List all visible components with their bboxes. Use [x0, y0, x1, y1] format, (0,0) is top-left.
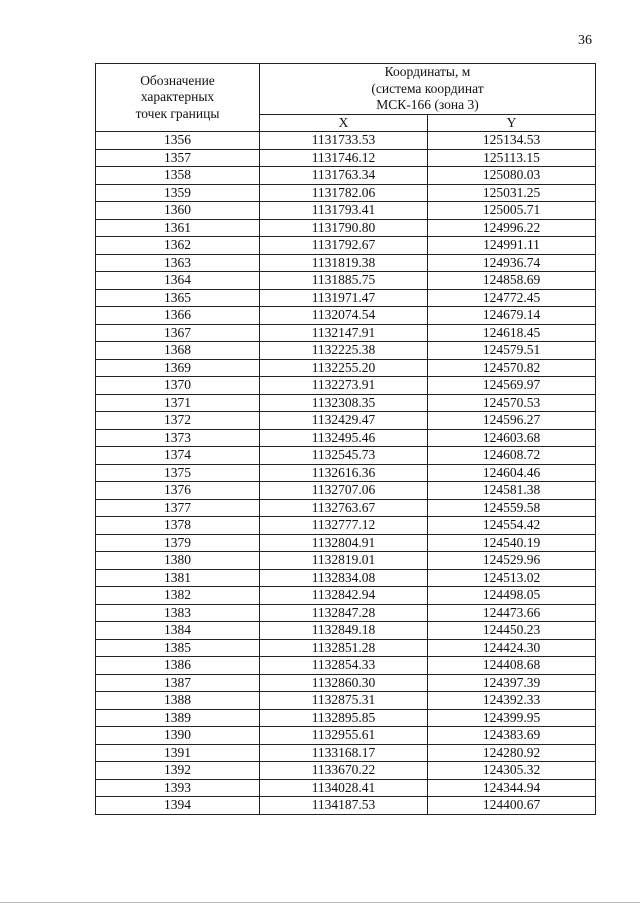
table-row	[96, 394, 596, 412]
x-coordinate-cell: 1132255.20	[260, 359, 428, 377]
y-coordinate-cell: 125031.25	[428, 184, 596, 202]
x-coordinate-cell: 1131733.53	[260, 132, 428, 150]
x-coordinate-cell: 1132834.08	[260, 569, 428, 587]
x-coordinate-cell: 1132860.30	[260, 674, 428, 692]
x-coordinate-cell: 1131885.75	[260, 272, 428, 290]
y-coordinate-cell: 124772.45	[428, 289, 596, 307]
point-id-cell: 1358	[96, 167, 260, 185]
point-id-cell: 1356	[96, 132, 260, 150]
y-coordinate-cell: 124540.19	[428, 534, 596, 552]
x-coordinate-cell: 1132847.28	[260, 604, 428, 622]
coords-header-line: (система координат	[371, 80, 484, 96]
table-row	[96, 744, 596, 762]
table-row	[96, 184, 596, 202]
table-row	[96, 797, 596, 815]
y-coordinate-cell: 124936.74	[428, 254, 596, 272]
x-coordinate-cell: 1131790.80	[260, 219, 428, 237]
y-coordinate-cell: 124569.97	[428, 377, 596, 395]
table-row	[96, 587, 596, 605]
coords-header-line: МСК-166 (зона 3)	[376, 97, 479, 112]
point-id-cell: 1360	[96, 202, 260, 220]
point-id-cell: 1389	[96, 709, 260, 727]
table-body	[96, 132, 596, 815]
table-row	[96, 167, 596, 185]
point-id-cell: 1365	[96, 289, 260, 307]
x-coordinate-cell: 1134187.53	[260, 797, 428, 815]
x-coordinate-cell: 1132851.28	[260, 639, 428, 657]
x-coordinate-cell: 1132875.31	[260, 692, 428, 710]
y-coordinate-cell: 124498.05	[428, 587, 596, 605]
point-id-cell: 1384	[96, 622, 260, 640]
point-id-cell: 1377	[96, 499, 260, 517]
table-row	[96, 482, 596, 500]
table-row	[96, 254, 596, 272]
table-row	[96, 132, 596, 150]
y-coordinate-cell: 124513.02	[428, 569, 596, 587]
y-coordinate-cell: 124450.23	[428, 622, 596, 640]
point-id-cell: 1369	[96, 359, 260, 377]
x-coordinate-cell: 1132308.35	[260, 394, 428, 412]
point-id-cell: 1367	[96, 324, 260, 342]
x-coordinate-cell: 1132804.91	[260, 534, 428, 552]
table-row	[96, 219, 596, 237]
table-row	[96, 272, 596, 290]
table-row	[96, 727, 596, 745]
y-coordinate-cell: 124618.45	[428, 324, 596, 342]
y-coordinate-cell: 124392.33	[428, 692, 596, 710]
table-row	[96, 499, 596, 517]
point-id-cell: 1379	[96, 534, 260, 552]
point-id-cell: 1361	[96, 219, 260, 237]
x-coordinate-cell: 1131971.47	[260, 289, 428, 307]
x-coordinate-cell: 1131792.67	[260, 237, 428, 255]
table-row	[96, 289, 596, 307]
table-row	[96, 149, 596, 167]
x-coordinate-cell: 1133670.22	[260, 762, 428, 780]
x-coordinate-cell: 1132819.01	[260, 552, 428, 570]
y-coordinate-cell: 124383.69	[428, 727, 596, 745]
point-id-cell: 1368	[96, 342, 260, 360]
table-row	[96, 307, 596, 325]
point-id-cell: 1366	[96, 307, 260, 325]
y-coordinate-cell: 124996.22	[428, 219, 596, 237]
x-coordinate-cell: 1134028.41	[260, 779, 428, 797]
y-coordinate-cell: 124408.68	[428, 657, 596, 675]
x-coordinate-cell: 1132545.73	[260, 447, 428, 465]
point-id-cell: 1370	[96, 377, 260, 395]
table-row	[96, 359, 596, 377]
coordinates-column-header	[260, 64, 596, 115]
coords-header-line: Координаты, м	[384, 64, 471, 79]
y-coordinate-cell: 124424.30	[428, 639, 596, 657]
point-id-cell: 1357	[96, 149, 260, 167]
x-coordinate-cell: 1132616.36	[260, 464, 428, 482]
table-row	[96, 569, 596, 587]
x-coordinate-cell: 1132842.94	[260, 587, 428, 605]
point-id-cell: 1371	[96, 394, 260, 412]
x-coordinate-cell: 1132955.61	[260, 727, 428, 745]
table-row	[96, 762, 596, 780]
y-coordinate-cell: 124397.39	[428, 674, 596, 692]
point-id-cell: 1388	[96, 692, 260, 710]
table-row	[96, 412, 596, 430]
points-header-line: Обозначение	[140, 72, 215, 88]
point-id-cell: 1374	[96, 447, 260, 465]
x-coordinate-cell: 1131746.12	[260, 149, 428, 167]
x-coordinate-cell: 1132777.12	[260, 517, 428, 535]
y-coordinate-cell: 124529.96	[428, 552, 596, 570]
x-coordinate-cell: 1132895.85	[260, 709, 428, 727]
x-coordinate-cell: 1133168.17	[260, 744, 428, 762]
point-id-cell: 1387	[96, 674, 260, 692]
point-id-cell: 1364	[96, 272, 260, 290]
point-id-cell: 1372	[96, 412, 260, 430]
x-coordinate-cell: 1131782.06	[260, 184, 428, 202]
x-coordinate-cell: 1132429.47	[260, 412, 428, 430]
x-coordinate-cell: 1132273.91	[260, 377, 428, 395]
y-coordinate-cell: 124305.32	[428, 762, 596, 780]
coordinates-table	[95, 63, 596, 815]
page-number: 36	[578, 33, 592, 48]
table-row	[96, 324, 596, 342]
table-row	[96, 692, 596, 710]
table-row	[96, 622, 596, 640]
y-coordinate-cell: 124603.68	[428, 429, 596, 447]
table-row	[96, 342, 596, 360]
table-row	[96, 674, 596, 692]
y-coordinate-cell: 124581.38	[428, 482, 596, 500]
table-row	[96, 464, 596, 482]
y-coordinate-cell: 124554.42	[428, 517, 596, 535]
point-id-cell: 1375	[96, 464, 260, 482]
x-column-header: X	[260, 114, 428, 132]
table-header	[96, 64, 596, 132]
x-coordinate-cell: 1132849.18	[260, 622, 428, 640]
x-coordinate-cell: 1132707.06	[260, 482, 428, 500]
point-id-cell: 1386	[96, 657, 260, 675]
point-id-cell: 1390	[96, 727, 260, 745]
y-coordinate-cell: 125134.53	[428, 132, 596, 150]
point-id-cell: 1376	[96, 482, 260, 500]
point-id-cell: 1385	[96, 639, 260, 657]
table-row	[96, 534, 596, 552]
table-row	[96, 639, 596, 657]
y-coordinate-cell: 124399.95	[428, 709, 596, 727]
points-header-line: точек границы	[135, 105, 220, 121]
point-id-cell: 1381	[96, 569, 260, 587]
y-coordinate-cell: 124608.72	[428, 447, 596, 465]
table-row	[96, 657, 596, 675]
y-coordinate-cell: 124679.14	[428, 307, 596, 325]
table-row	[96, 779, 596, 797]
point-id-cell: 1378	[96, 517, 260, 535]
point-id-cell: 1394	[96, 797, 260, 815]
table-row	[96, 604, 596, 622]
x-coordinate-cell: 1132495.46	[260, 429, 428, 447]
point-id-cell: 1392	[96, 762, 260, 780]
point-id-cell: 1383	[96, 604, 260, 622]
point-id-cell: 1380	[96, 552, 260, 570]
y-coordinate-cell: 124991.11	[428, 237, 596, 255]
y-coordinate-cell: 124559.58	[428, 499, 596, 517]
y-coordinate-cell: 124858.69	[428, 272, 596, 290]
table-row	[96, 447, 596, 465]
x-coordinate-cell: 1132854.33	[260, 657, 428, 675]
y-coordinate-cell: 125113.15	[428, 149, 596, 167]
table-row	[96, 517, 596, 535]
x-coordinate-cell: 1132074.54	[260, 307, 428, 325]
x-coordinate-cell: 1132763.67	[260, 499, 428, 517]
point-id-cell: 1362	[96, 237, 260, 255]
table-row	[96, 202, 596, 220]
y-coordinate-cell: 124579.51	[428, 342, 596, 360]
table-row	[96, 552, 596, 570]
y-column-header: Y	[428, 114, 596, 132]
table-row	[96, 237, 596, 255]
y-coordinate-cell: 124473.66	[428, 604, 596, 622]
y-coordinate-cell: 124570.82	[428, 359, 596, 377]
point-id-cell: 1393	[96, 779, 260, 797]
table-row	[96, 709, 596, 727]
x-coordinate-cell: 1132147.91	[260, 324, 428, 342]
x-coordinate-cell: 1131819.38	[260, 254, 428, 272]
y-coordinate-cell: 125080.03	[428, 167, 596, 185]
table-row	[96, 429, 596, 447]
x-coordinate-cell: 1132225.38	[260, 342, 428, 360]
y-coordinate-cell: 124604.46	[428, 464, 596, 482]
point-id-cell: 1382	[96, 587, 260, 605]
point-id-cell: 1373	[96, 429, 260, 447]
y-coordinate-cell: 124400.67	[428, 797, 596, 815]
y-coordinate-cell: 124596.27	[428, 412, 596, 430]
y-coordinate-cell: 124280.92	[428, 744, 596, 762]
y-coordinate-cell: 124570.53	[428, 394, 596, 412]
table-row	[96, 377, 596, 395]
x-coordinate-cell: 1131763.34	[260, 167, 428, 185]
y-coordinate-cell: 125005.71	[428, 202, 596, 220]
point-id-cell: 1363	[96, 254, 260, 272]
point-id-cell: 1391	[96, 744, 260, 762]
point-id-cell: 1359	[96, 184, 260, 202]
y-coordinate-cell: 124344.94	[428, 779, 596, 797]
page-bottom-edge	[0, 902, 640, 903]
points-header-line: характерных	[140, 89, 215, 105]
x-coordinate-cell: 1131793.41	[260, 202, 428, 220]
points-column-header	[96, 64, 260, 132]
